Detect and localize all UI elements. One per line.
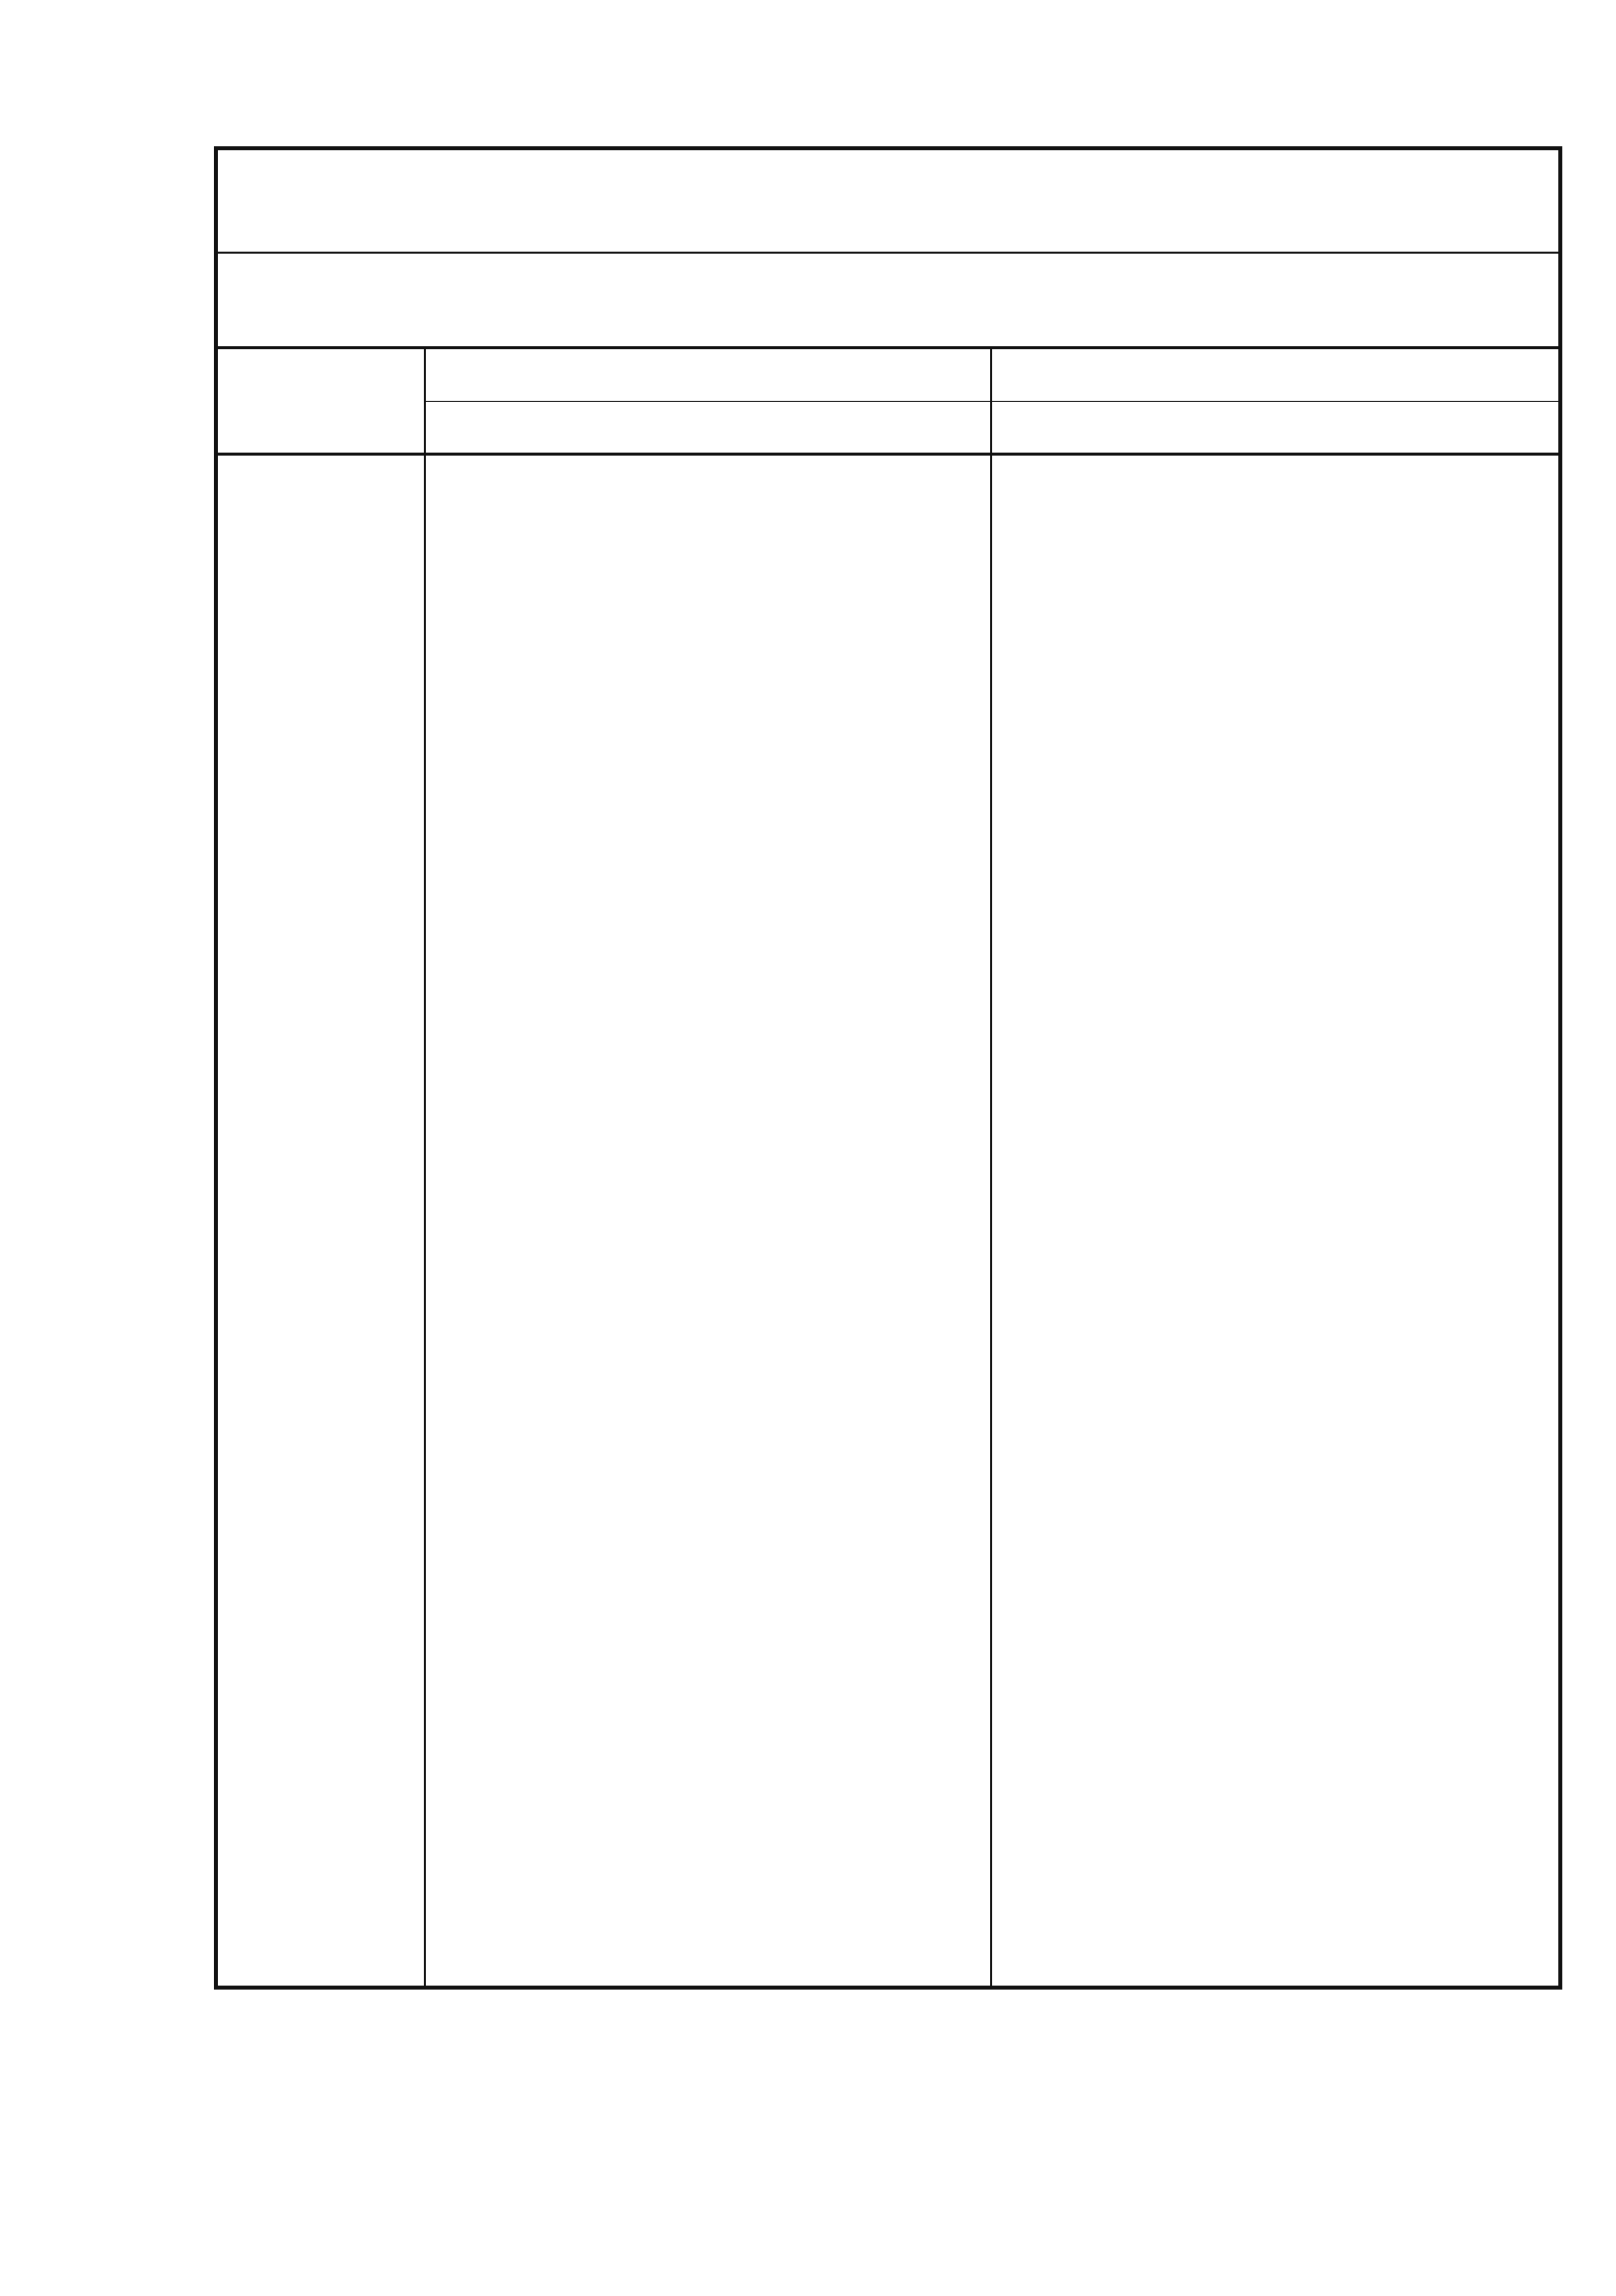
- header-col3-top: [996, 351, 1554, 397]
- header-col3-bottom: [996, 404, 1554, 450]
- table-header: [218, 349, 1558, 456]
- header-col2-top: [430, 351, 986, 397]
- form-subtitle: [218, 252, 1558, 349]
- header-col2-bottom: [430, 404, 986, 450]
- header-item: [218, 349, 424, 453]
- form-title: [218, 150, 1558, 254]
- registration-form: [214, 146, 1562, 1990]
- header-col3: [992, 349, 1558, 453]
- header-col2: [426, 349, 990, 453]
